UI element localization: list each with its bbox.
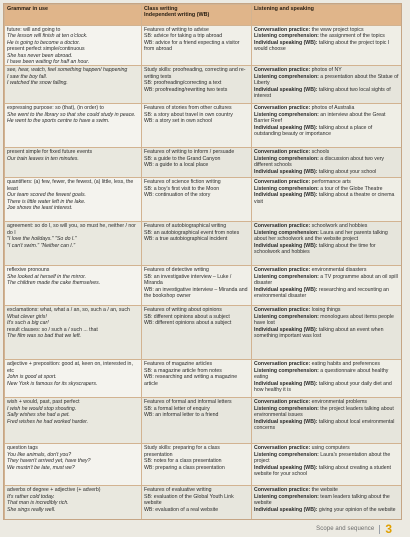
grammar-cell: [5, 360, 142, 398]
writing-item: Features of science fiction writing: [144, 179, 221, 186]
writing-item: WB: proofreading/rewriting two texts: [144, 86, 228, 93]
speaking-heading: Listening comprehension:: [254, 313, 319, 320]
writing-item: Features of writing to inform / persuade: [144, 149, 235, 156]
writing-item: Study skills: preparing for a class presentation: [144, 445, 220, 458]
speaking-text: eating habits and preferences: [310, 361, 381, 368]
speaking-text: photos of NY: [310, 67, 342, 74]
writing-cell: [142, 266, 252, 306]
writing-item: SB: a magazine article from notes: [144, 367, 222, 374]
speaking-heading: Conversation practice:: [254, 223, 311, 230]
table-row: [5, 398, 402, 444]
grammar-cell: [5, 26, 142, 66]
speaking-cell: [252, 266, 402, 306]
writing-item: WB: continuation of the story: [144, 192, 211, 199]
writing-item: Features of magazine articles: [144, 361, 213, 368]
writing-cell: [142, 360, 252, 398]
table-row: [5, 104, 402, 148]
grammar-cell: [5, 266, 142, 306]
grammar-example: You like animals, don't you?: [7, 451, 72, 458]
writing-item: SB: a guide to the Grand Canyon: [144, 155, 221, 162]
grammar-example: Joe shows the least interest.: [7, 205, 73, 212]
speaking-text: talking about a place of outstanding beauty or importance: [254, 124, 373, 138]
table-row: [5, 178, 402, 222]
writing-cell: [142, 398, 252, 444]
table-row: [5, 66, 402, 104]
speaking-text: the www project topics: [310, 27, 364, 33]
grammar-example: I wish he would stop shouting.: [7, 405, 77, 412]
speaking-item: [254, 314, 399, 327]
speaking-text: the project leaders talking about environmental issues: [254, 405, 394, 419]
writing-item: SB: a story about travel in own country: [144, 111, 233, 118]
speaking-item: [254, 169, 399, 175]
grammar-example: She has never been abroad.: [7, 52, 73, 59]
grammar-example: She sings really well.: [7, 506, 56, 513]
speaking-cell: [252, 486, 402, 520]
header-writing-line: Class writing: [144, 6, 178, 12]
writing-item: SB: a boy's first visit to the Moon: [144, 185, 220, 192]
table-row: [5, 26, 402, 66]
grammar-example: He went to the sports centre to have a swim.: [7, 118, 110, 125]
writing-item: WB: advice for a friend expecting a visitor from abroad: [144, 39, 240, 53]
header-grammar: Grammar in use: [5, 5, 142, 26]
speaking-item: [254, 507, 399, 513]
speaking-text: losing things: [310, 307, 341, 314]
writing-item: WB: a story set in own school: [144, 118, 213, 125]
speaking-heading: Conversation practice:: [254, 179, 311, 186]
writing-item: Features of evaluative writing: [144, 487, 212, 494]
speaking-heading: Conversation practice:: [254, 105, 311, 112]
speaking-heading: Individual speaking (WB):: [254, 506, 318, 513]
speaking-heading: Individual speaking (WB):: [254, 192, 318, 199]
speaking-cell: [252, 306, 402, 360]
grammar-example: I watched the snow falling.: [7, 80, 68, 87]
writing-cell: [142, 306, 252, 360]
speaking-text: talking about an event when something important was lost: [254, 326, 384, 340]
speaking-text: talking about the time for schoolwork and hobbies: [254, 242, 376, 256]
writing-item: Features of autobiographical writing: [144, 223, 227, 230]
writing-item: SB: evaluation of the Global Youth Link website: [144, 493, 234, 507]
speaking-text: talking about a theatre or cinema visit: [254, 192, 395, 205]
table-row: [5, 222, 402, 266]
grammar-example: It's such a big car!: [7, 320, 49, 327]
speaking-item: [254, 452, 399, 465]
writing-item: WB: evaluation of a real website: [144, 506, 219, 513]
speaking-cell: [252, 398, 402, 444]
speaking-cell: [252, 444, 402, 486]
speaking-heading: Conversation practice:: [254, 307, 311, 314]
writing-item: Features of formal and informal letters: [144, 399, 232, 406]
speaking-heading: Individual speaking (WB):: [254, 242, 318, 249]
writing-item: SB: notes for a class presentation: [144, 458, 222, 465]
speaking-item: [254, 112, 399, 125]
speaking-text: a discussion about two very different schools: [254, 155, 385, 169]
writing-cell: [142, 222, 252, 266]
header-speaking: Listening and speaking: [252, 5, 402, 26]
scope-table-container: [3, 3, 402, 520]
speaking-cell: [252, 104, 402, 148]
writing-cell: [142, 178, 252, 222]
speaking-heading: Conversation practice:: [254, 267, 311, 274]
grammar-cell: [5, 444, 142, 486]
speaking-text: an interview about the Great Barrier Reef: [254, 111, 386, 125]
speaking-heading: Individual speaking (WB):: [254, 418, 318, 425]
speaking-heading: Listening comprehension:: [254, 405, 319, 412]
speaking-item: [254, 74, 399, 87]
speaking-item: [254, 243, 399, 256]
grammar-point: reflexive pronouns: [7, 267, 50, 274]
grammar-example: The lesson will finish at ten o'clock.: [7, 33, 88, 40]
writing-item: Features of writing to advise: [144, 27, 209, 33]
speaking-item: [254, 230, 399, 243]
page-footer: [316, 522, 392, 536]
writing-item: Study skills: proofreading, correcting and re-writing texts: [144, 67, 246, 80]
grammar-example: "I love the holidays." "So do I.": [7, 236, 77, 243]
writing-item: SB: advice for taking a trip abroad: [144, 33, 223, 40]
writing-item: SB: an investigative interview – Luke / Miranda: [144, 273, 232, 287]
speaking-item: [254, 274, 399, 287]
grammar-point: wish + would, past, past perfect: [7, 399, 80, 406]
header-writing-text: [144, 6, 249, 19]
speaking-heading: Individual speaking (WB):: [254, 286, 318, 293]
speaking-text: a questionnaire about healthy eating: [254, 367, 389, 381]
grammar-point: adjective + preposition: good at, keen on, interested in, etc: [7, 361, 133, 374]
speaking-heading: Conversation practice:: [254, 487, 311, 494]
speaking-heading: Conversation practice:: [254, 67, 311, 74]
speaking-heading: Individual speaking (WB):: [254, 326, 318, 333]
speaking-item: [254, 125, 399, 138]
speaking-cell: [252, 360, 402, 398]
grammar-point: adverbs of degree + adjective (+ adverb): [7, 487, 101, 494]
speaking-heading: Conversation practice:: [254, 445, 311, 452]
writing-item: WB: a guide to a local place: [144, 162, 209, 169]
writing-item: Features of detective writing: [144, 267, 209, 274]
speaking-text: using computers: [310, 445, 350, 452]
speaking-text: performance arts: [310, 179, 351, 186]
speaking-text: Laura's presentation about the project: [254, 451, 391, 465]
grammar-cell: [5, 398, 142, 444]
speaking-heading: Individual speaking (WB):: [254, 380, 318, 387]
grammar-example: We mustn't be late, must we?: [7, 464, 75, 471]
header-writing-line: Independent writing (WB): [144, 12, 210, 19]
writing-item: WB: different opinions about a subject: [144, 320, 232, 327]
speaking-heading: Individual speaking (WB):: [254, 86, 318, 93]
grammar-example: He is going to become a doctor.: [7, 39, 81, 46]
grammar-cell: [5, 104, 142, 148]
writing-item: WB: researching and writing a magazine article: [144, 374, 238, 387]
speaking-text: photos of Australia: [310, 105, 355, 112]
speaking-item: [254, 287, 399, 300]
speaking-item: [254, 327, 399, 340]
speaking-heading: Listening comprehension:: [254, 367, 319, 374]
writing-cell: [142, 66, 252, 104]
page-number: 3: [385, 522, 392, 536]
grammar-point: present simple for fixed future events: [7, 149, 93, 156]
grammar-cell: [5, 66, 142, 104]
speaking-cell: [252, 148, 402, 178]
grammar-example: The film was so bad that we left.: [7, 333, 82, 340]
speaking-item: [254, 419, 399, 432]
writing-cell: [142, 486, 252, 520]
grammar-example: see, hear, watch, feel something happen/ happening: [7, 67, 128, 74]
grammar-example: That man is incredibly rich.: [7, 500, 69, 507]
speaking-text: the assignment of the topics: [318, 33, 385, 40]
speaking-cell: [252, 26, 402, 66]
grammar-example: Sally wishes she had a pet.: [7, 412, 70, 419]
speaking-text: Laura and her parents talking about her schoolwork and the website project: [254, 229, 388, 243]
footer-label: Scope and sequence: [316, 526, 375, 532]
grammar-example: There is little water left in the lake.: [7, 198, 86, 205]
grammar-cell: [5, 148, 142, 178]
speaking-heading: Individual speaking (WB):: [254, 124, 318, 131]
speaking-text: a tour of the Globe Theatre: [318, 185, 383, 192]
speaking-text: researching and recounting an environmental disaster: [254, 286, 389, 300]
grammar-point: future: will and going to: [7, 27, 61, 33]
table-row: [5, 266, 402, 306]
speaking-cell: [252, 222, 402, 266]
speaking-heading: Conversation practice:: [254, 399, 311, 406]
speaking-text: talking about local environmental concerns: [254, 418, 395, 432]
speaking-heading: Individual speaking (WB):: [254, 464, 318, 471]
speaking-heading: Listening comprehension:: [254, 493, 319, 500]
speaking-heading: Individual speaking (WB):: [254, 39, 318, 46]
speaking-text: a TV programme about an oil spill disaster: [254, 273, 398, 287]
writing-item: WB: a true autobiographical incident: [144, 236, 228, 243]
grammar-example: John is good at sport.: [7, 374, 57, 381]
speaking-text: schools: [310, 149, 330, 156]
grammar-example: Our train leaves in ten minutes.: [7, 155, 79, 162]
speaking-heading: Listening comprehension:: [254, 229, 319, 236]
writing-item: SB: proofreading/correcting a text: [144, 80, 222, 87]
grammar-example: She went to the library so that she could study in peace.: [7, 111, 136, 118]
writing-cell: [142, 104, 252, 148]
table-row: [5, 148, 402, 178]
grammar-example: She looked at herself in the mirror.: [7, 273, 87, 280]
speaking-text: talking about your daily diet and how healthy it is: [254, 380, 392, 394]
speaking-heading: Listening comprehension:: [254, 273, 319, 280]
speaking-heading: Conversation practice:: [254, 361, 311, 368]
header-writing: [142, 5, 252, 26]
speaking-text: schoolwork and hobbies: [310, 223, 368, 230]
table-row: [5, 360, 402, 398]
speaking-heading: Listening comprehension:: [254, 111, 319, 118]
writing-item: SB: different opinions about a subject: [144, 313, 230, 320]
speaking-text: giving your opinion of the website: [317, 506, 396, 513]
speaking-item: [254, 381, 399, 394]
speaking-item: [254, 87, 399, 100]
writing-item: WB: an investigative interview – Miranda and the bookshop owner: [144, 286, 248, 300]
grammar-cell: [5, 306, 142, 360]
grammar-cell: [5, 222, 142, 266]
speaking-item: [254, 156, 399, 169]
grammar-example: The children made the cake themselves.: [7, 280, 101, 287]
writing-cell: [142, 444, 252, 486]
grammar-point: agreement: so do I, so will you, so must he, neither / nor do I: [7, 223, 136, 236]
speaking-heading: Conversation practice:: [254, 149, 311, 156]
table-row: [5, 306, 402, 360]
grammar-point: result clauses: so / such a / such ... that: [7, 326, 98, 333]
table-row: [5, 444, 402, 486]
speaking-text: the website: [310, 487, 338, 494]
grammar-example: They haven't arrived yet, have they?: [7, 458, 91, 465]
speaking-text: talking about creating a student website for your school: [254, 464, 391, 478]
speaking-text: environmental disasters: [310, 267, 367, 274]
table-header-row: [5, 5, 402, 26]
grammar-cell: [5, 486, 142, 520]
speaking-heading: Conversation practice:: [254, 27, 311, 33]
grammar-point: expressing purpose: so (that), (in order) to: [7, 105, 104, 112]
writing-item: SB: a formal letter of enquiry: [144, 405, 210, 412]
grammar-cell: [5, 178, 142, 222]
writing-cell: [142, 26, 252, 66]
writing-item: WB: preparing a class presentation: [144, 464, 225, 471]
grammar-example: I have been waiting for half an hour.: [7, 59, 90, 66]
grammar-point: question tags: [7, 445, 38, 452]
speaking-text: talking about two local sights of interest: [254, 86, 391, 100]
writing-item: SB: an autobiographical event from notes: [144, 229, 240, 236]
speaking-text: a presentation about the Statue of Liberty: [254, 73, 399, 87]
grammar-point: exclamations: what, what a / an, so, such a / an, such: [7, 307, 130, 314]
speaking-heading: Listening comprehension:: [254, 185, 319, 192]
grammar-example: I saw the boy fall.: [7, 73, 48, 80]
speaking-item: [254, 406, 399, 419]
writing-item: Features of stories from other cultures: [144, 105, 232, 112]
grammar-example: Our team scored the fewest goals.: [7, 192, 87, 199]
speaking-cell: [252, 178, 402, 222]
table-row: [5, 486, 402, 520]
grammar-example: What clever girls!: [7, 313, 47, 320]
speaking-text: talking about the project topic I would choose: [254, 39, 390, 53]
speaking-item: [254, 192, 399, 205]
speaking-cell: [252, 66, 402, 104]
speaking-item: [254, 368, 399, 381]
speaking-item: [254, 40, 399, 53]
table-body: [5, 26, 402, 521]
speaking-item: [254, 494, 399, 507]
grammar-point: quantifiers: (a) few, fewer, the fewest, (a) little, less, the least: [7, 179, 134, 192]
speaking-heading: Listening comprehension:: [254, 451, 319, 458]
grammar-example: It's rather cold today.: [7, 493, 55, 500]
grammar-example: Fred wishes he had worked harder.: [7, 418, 89, 425]
grammar-example: "I can't swim." "Neither can I.": [7, 242, 76, 249]
writing-cell: [142, 148, 252, 178]
grammar-point: present perfect simple/continuous: [7, 46, 85, 53]
speaking-text: team leaders talking about the website: [254, 493, 390, 507]
speaking-heading: Individual speaking (WB):: [254, 168, 318, 175]
writing-item: WB: an informal letter to a friend: [144, 412, 219, 419]
writing-item: Features of writing about opinions: [144, 307, 222, 314]
speaking-text: talking about your school: [317, 168, 377, 175]
speaking-heading: Listening comprehension:: [254, 73, 319, 80]
speaking-text: monologues about items people have lost: [254, 313, 394, 327]
grammar-example: New York is famous for its skyscrapers.: [7, 380, 98, 387]
footer-divider: [379, 525, 380, 534]
speaking-item: [254, 465, 399, 478]
speaking-heading: Listening comprehension:: [254, 155, 319, 162]
speaking-heading: Listening comprehension:: [254, 33, 319, 40]
speaking-text: environmental problems: [310, 399, 368, 406]
scope-and-sequence-table: [4, 4, 402, 520]
